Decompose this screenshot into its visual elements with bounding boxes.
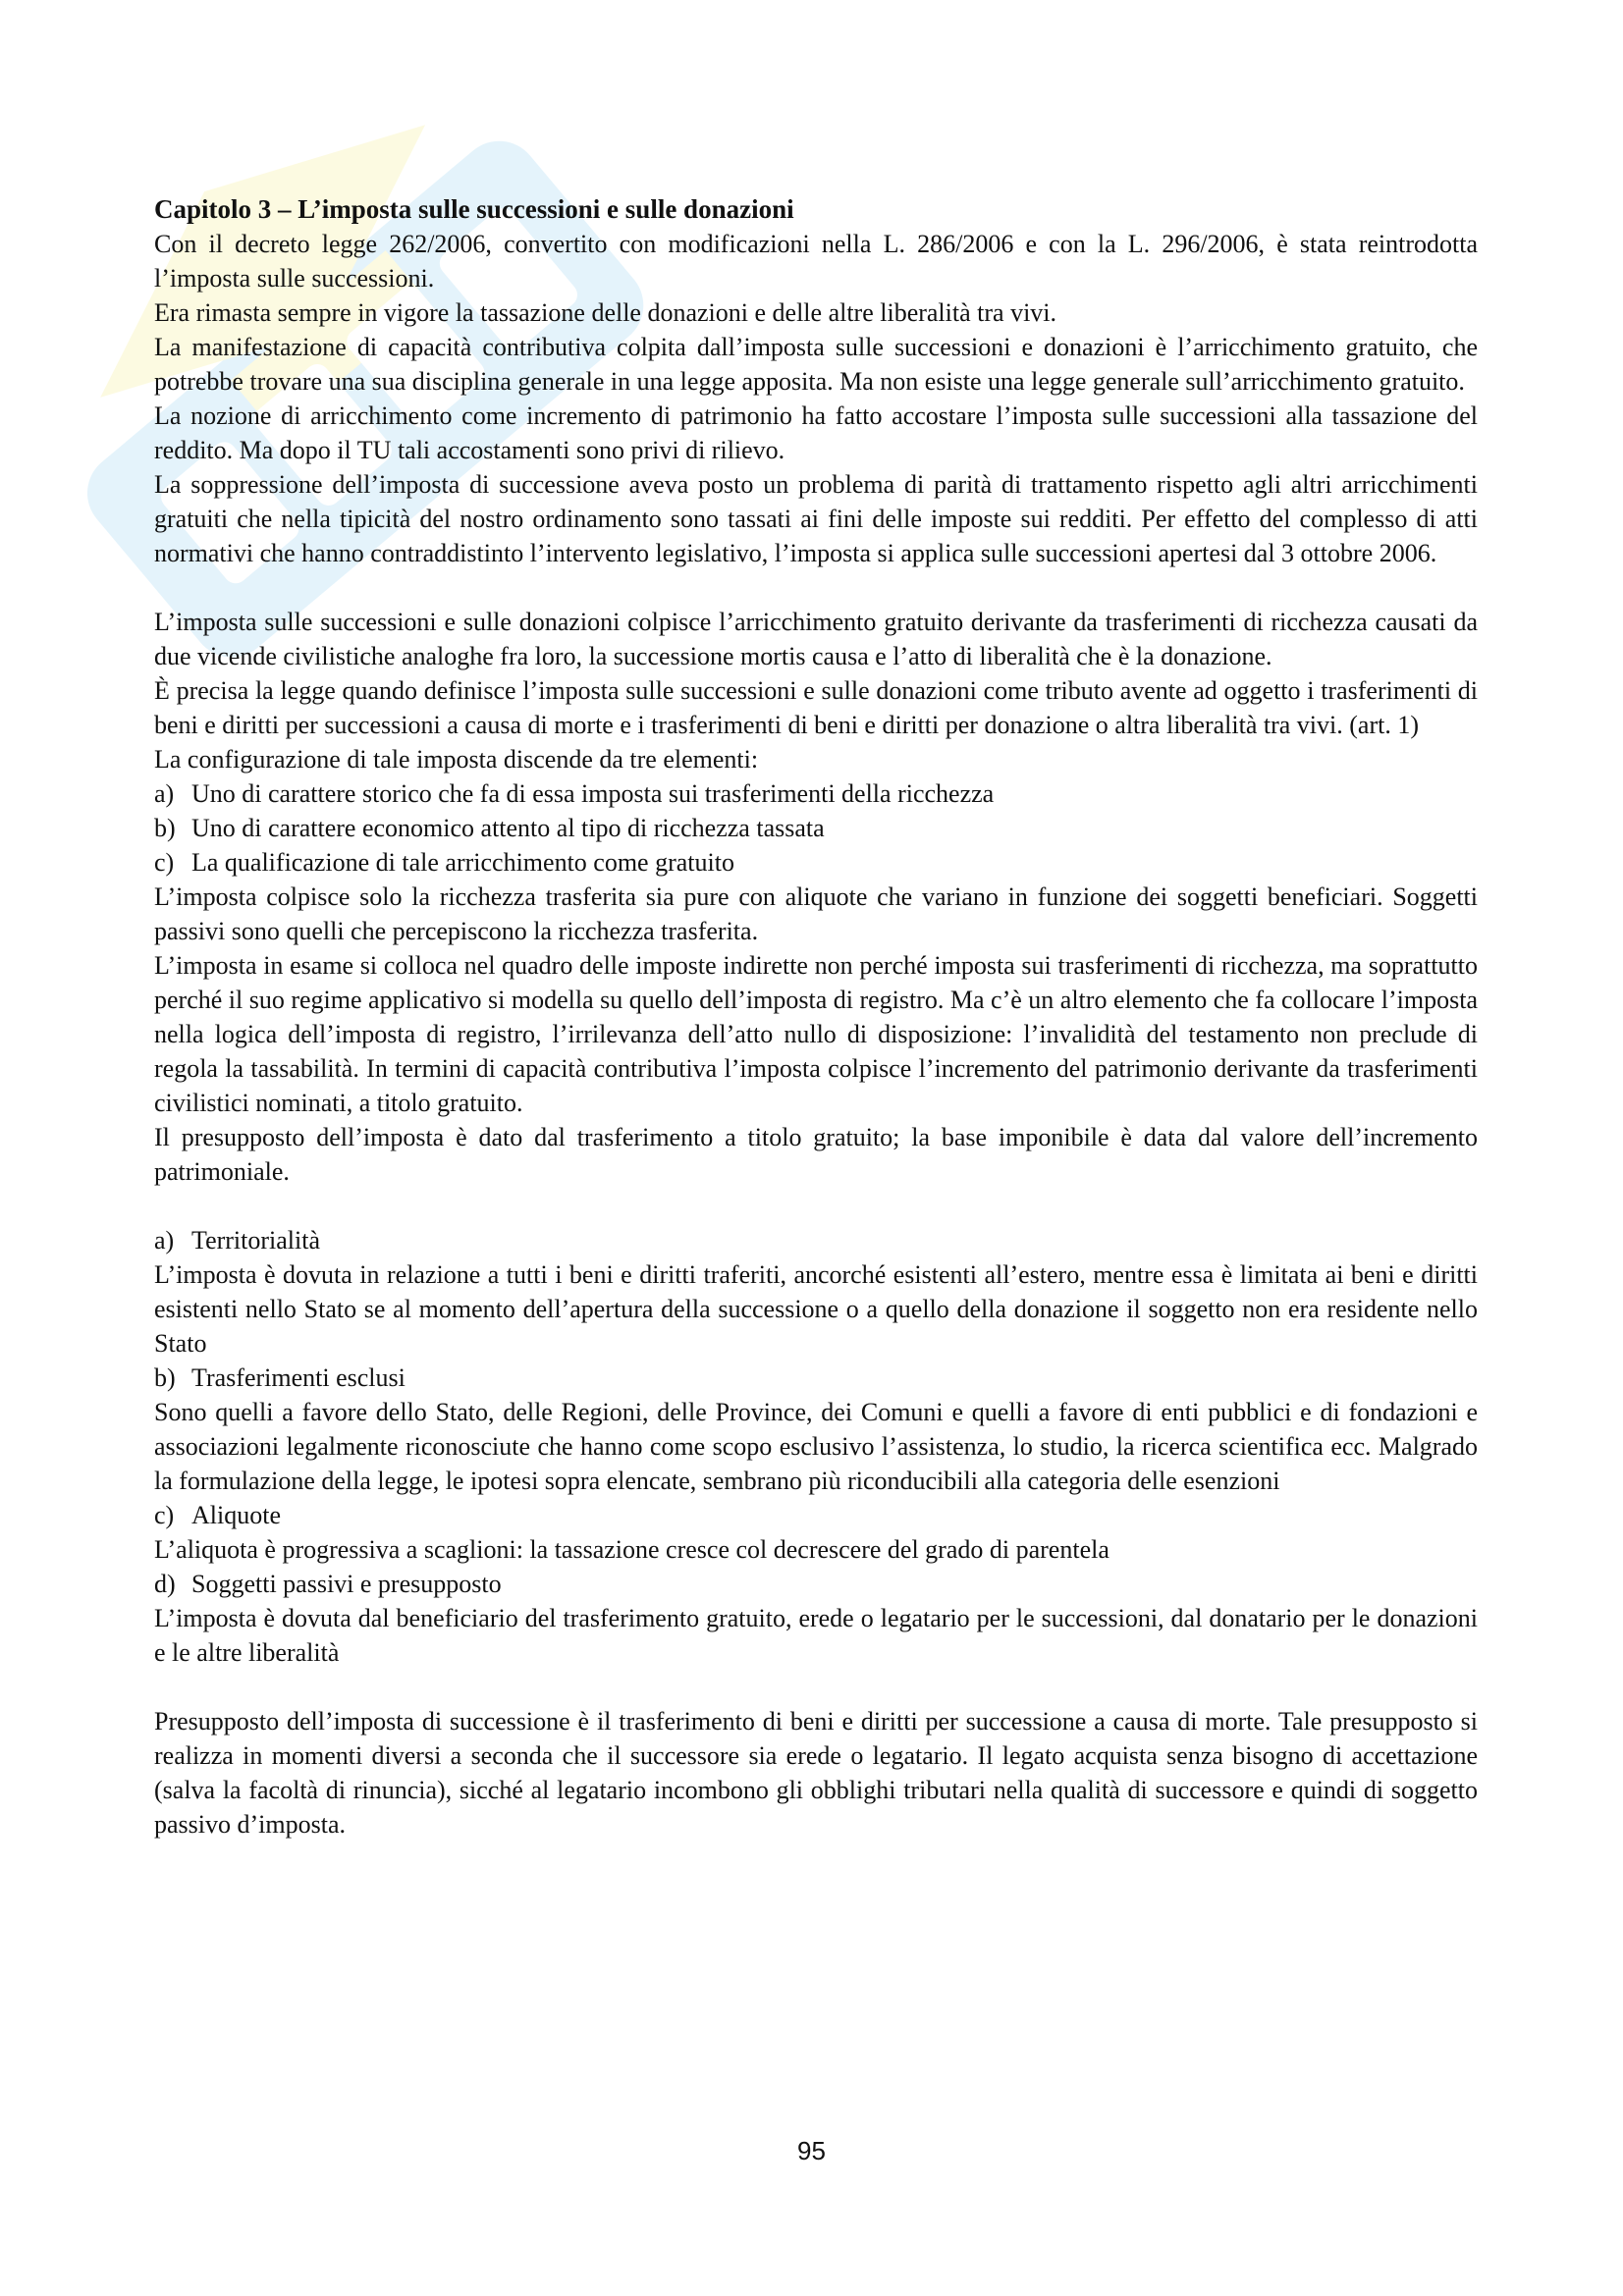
list-item bbox=[154, 845, 1478, 880]
list-item-text: La qualificazione di tale arricchimento come gratuito bbox=[191, 848, 734, 877]
list-marker: a) bbox=[154, 779, 175, 808]
paragraph: L’imposta sulle successioni e sulle donazioni colpisce l’arricchimento gratuito derivante da trasferimenti di ricchezza causati da due vicende civilistiche analoghe fra loro, la successione mortis causa e l’atto di liberalità che è la donazione. bbox=[154, 608, 1478, 670]
subsection-heading bbox=[154, 1361, 1478, 1395]
paragraph: Il presupposto dell’imposta è dato dal trasferimento a titolo gratuito; la base imponibile è data dal valore dell’incremento patrimoniale. bbox=[154, 1123, 1478, 1186]
document-body bbox=[154, 192, 1478, 1842]
subsection-heading bbox=[154, 1567, 1478, 1601]
intro-section bbox=[154, 227, 1478, 570]
list-item-text: Uno di carattere economico attento al tipo di ricchezza tassata bbox=[191, 814, 825, 842]
definition-continued bbox=[154, 880, 1478, 1189]
paragraph: Era rimasta sempre in vigore la tassazione delle donazioni e delle altre liberalità tra vivi. bbox=[154, 298, 1057, 327]
paragraph: È precisa la legge quando definisce l’imposta sulle successioni e sulle donazioni come tributo avente ad oggetto i trasferimenti di beni e diritti per successioni a causa di morte e i trasferimenti di beni e diritti per donazione o altra liberalità tra vivi. (art. 1) bbox=[154, 676, 1478, 739]
paragraph: La configurazione di tale imposta discende da tre elementi: bbox=[154, 745, 759, 774]
list-marker: b) bbox=[154, 814, 176, 842]
list-marker: c) bbox=[154, 848, 175, 877]
paragraph: Con il decreto legge 262/2006, convertito con modificazioni nella L. 286/2006 e con la L. 296/2006, è stata reintrodotta l’imposta sulle successioni. bbox=[154, 230, 1478, 293]
list-item-text: Aliquote bbox=[191, 1501, 281, 1529]
chapter-title: Capitolo 3 – L’imposta sulle successioni e sulle donazioni bbox=[154, 194, 794, 224]
paragraph: La manifestazione di capacità contributiva colpita dall’imposta sulle successioni e donazioni è l’arricchimento gratuito, che potrebbe trovare una sua disciplina generale in una legge apposita. Ma non esiste una legge generale sull’arricchimento gratuito. bbox=[154, 333, 1478, 396]
closing-paragraph: Presupposto dell’imposta di successione è il trasferimento di beni e diritti per successione a causa di morte. Tale presupposto si realizza in momenti diversi a seconda che il successore sia erede o legatario. Il legato acquista senza bisogno di accettazione (salva la facoltà di rinuncia), sicché al legatario incombono gli obblighi tributari nella qualità di successore e quindi di soggetto passivo d’imposta. bbox=[154, 1707, 1478, 1839]
list-item-text: Territorialità bbox=[191, 1226, 321, 1255]
paragraph: L’imposta colpisce solo la ricchezza trasferita sia pure con aliquote che variano in funzione dei soggetti beneficiari. Soggetti passivi sono quelli che percepiscono la ricchezza trasferita. bbox=[154, 882, 1478, 945]
list-marker: d) bbox=[154, 1570, 176, 1598]
list-item bbox=[154, 776, 1478, 811]
subsection-body: L’imposta è dovuta in relazione a tutti i beni e diritti traferiti, ancorché esistenti all’estero, mentre essa è limitata ai beni e diritti esistenti nello Stato se al momento dell’apertura della successione o a quello della donazione il soggetto non era residente nello Stato bbox=[154, 1260, 1478, 1358]
paragraph: L’imposta in esame si colloca nel quadro delle imposte indirette non perché imposta sui trasferimenti di ricchezza, ma soprattutto perché il suo regime applicativo si modella su quello dell’imposta di registro. Ma c’è un altro elemento che fa collocare l’imposta nella logica dell’imposta di registro, l’irrilevanza dell’atto nullo di disposizione: l’invalidità del testamento non preclude di regola la tassabilità. In termini di capacità contributiva l’imposta colpisce l’incremento del patrimonio derivante da trasferimenti civilistici nominati, a titolo gratuito. bbox=[154, 951, 1478, 1117]
list-marker: c) bbox=[154, 1501, 175, 1529]
page-number: 95 bbox=[797, 2136, 826, 2165]
paragraph: La nozione di arricchimento come incremento di patrimonio ha fatto accostare l’imposta sulle successioni alla tassazione del reddito. Ma dopo il TU tali accostamenti sono privi di rilievo. bbox=[154, 401, 1478, 464]
list-item-text: Trasferimenti esclusi bbox=[191, 1363, 406, 1392]
list-item-text: Uno di carattere storico che fa di essa imposta sui trasferimenti della ricchezza bbox=[191, 779, 995, 808]
spacer bbox=[154, 1670, 1478, 1704]
elements-list bbox=[154, 776, 1478, 880]
subsection-body: L’aliquota è progressiva a scaglioni: la tassazione cresce col decrescere del grado di parentela bbox=[154, 1535, 1109, 1564]
subsection-heading bbox=[154, 1223, 1478, 1257]
subsection-body: L’imposta è dovuta dal beneficiario del trasferimento gratuito, erede o legatario per le successioni, dal donatario per le donazioni e le altre liberalità bbox=[154, 1604, 1478, 1667]
list-item-text: Soggetti passivi e presupposto bbox=[191, 1570, 502, 1598]
spacer bbox=[154, 570, 1478, 605]
paragraph: La soppressione dell’imposta di successione aveva posto un problema di parità di trattamento rispetto agli altri arricchimenti gratuiti che nella tipicità del nostro ordinamento sono tassati ai fini delle imposte sui redditi. Per effetto del complesso di atti normativi che hanno contraddistinto l’intervento legislativo, l’imposta si applica sulle successioni apertesi dal 3 ottobre 2006. bbox=[154, 470, 1478, 567]
subsection-heading bbox=[154, 1498, 1478, 1532]
list-marker: b) bbox=[154, 1363, 176, 1392]
definition-section bbox=[154, 605, 1478, 776]
subsections-list bbox=[154, 1223, 1478, 1670]
list-item bbox=[154, 811, 1478, 845]
list-marker: a) bbox=[154, 1226, 175, 1255]
subsection-body: Sono quelli a favore dello Stato, delle Regioni, delle Province, dei Comuni e quelli a favore di enti pubblici e di fondazioni e associazioni legalmente riconosciute che hanno come scopo esclusivo l’assistenza, lo studio, la ricerca scientifica ecc. Malgrado la formulazione della legge, le ipotesi sopra elencate, sembrano più riconducibili alla categoria delle esenzioni bbox=[154, 1398, 1478, 1495]
spacer bbox=[154, 1189, 1478, 1223]
